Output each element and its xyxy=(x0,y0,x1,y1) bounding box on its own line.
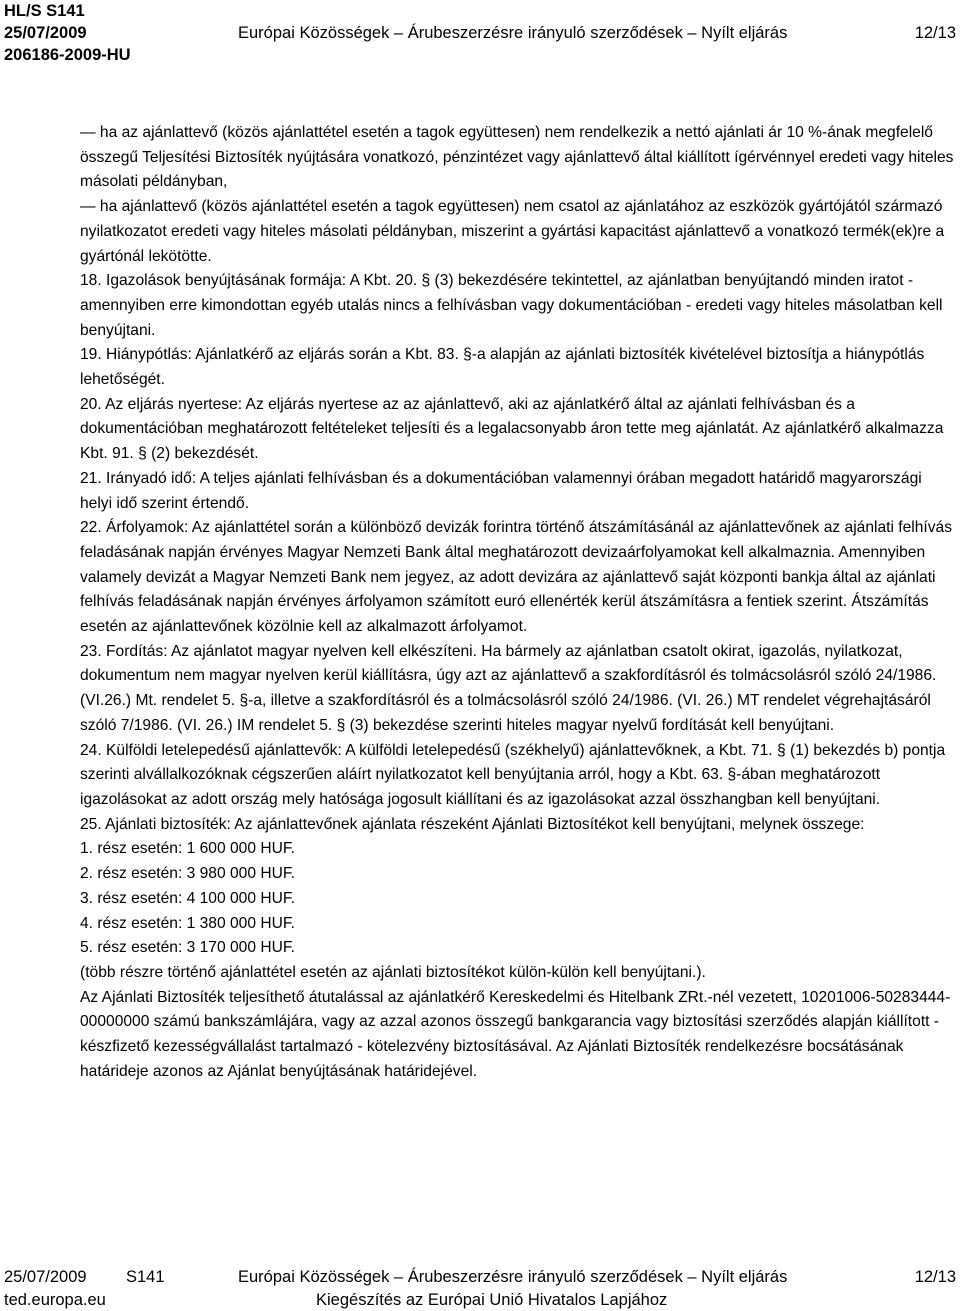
paragraph: Az Ajánlati Biztosíték teljesíthető átutalással az ajánlatkérő Kereskedelmi és Hitelbank ZRt.-nél vezetett, 10201006-50283444-00000000 számú bankszámlájára, vagy az azzal azonos összegű bankgarancia vagy biztosítási szerződés alapján kiállított - készfizető kezességvállalást tartalmazó - kötelezvény biztosításával. Az Ajánlati Biztosíték rendelkezésre bocsátásának határideje azonos az Ajánlat benyújtásának határidejével. xyxy=(80,988,951,1080)
paragraph: — ha az ajánlattevő (közös ajánlattétel esetén a tagok együttesen) nem rendelkezik a nettó ajánlati ár 10 %-ának megfelelő összegű Teljesítési Biztosíték nyújtására vonatkozó, pénzintézet vagy ajánlattevő által kiállított ígérvénnyel eredeti vagy hiteles másolati példányban, xyxy=(80,124,954,191)
header-doc-id: 206186-2009-HU xyxy=(4,46,131,64)
footer-date: 25/07/2009 xyxy=(4,1268,87,1286)
paragraph: 22. Árfolyamok: Az ajánlattétel során a különböző devizák forintra történő átszámításánál az ajánlattevőnek az ajánlati felhívás feladásának napján érvényes Magyar Nemzeti Bank által meghatározott devizaárfolyamokat kell alkalmaznia. Amennyiben valamely devizát a Magyar Nemzeti Bank nem jegyez, az adott devizára az ajánlattevő saját központi bankja által az ajánlati felhívás feladásának napján érvényes árfolyamon számított euró ellenérték kerül átszámításra a fentiek szerint. Átszámítás esetén az ajánlattevőnek közölnie kell az alkalmazott árfolyamot. xyxy=(80,519,953,636)
footer-site-link[interactable]: ted.europa.eu xyxy=(4,1291,106,1309)
paragraph: 18. Igazolások benyújtásának formája: A Kbt. 20. § (3) bekezdésére tekintettel, az ajánlatban benyújtandó minden iratot - amennyiben erre kimondottan egyéb utalás nincs a felhívásban vagy dokumentációban - eredeti vagy hiteles másolatban kell benyújtani. xyxy=(80,272,943,339)
list-item: 3. rész esetén: 4 100 000 HUF. xyxy=(80,889,295,907)
paragraph: 24. Külföldi letelepedésű ajánlattevők: A külföldi letelepedésű (székhelyű) ajánlattevőknek, a Kbt. 71. § (1) bekezdés b) pontja szerinti alvállalkozóknak cégszerűen aláírt nyilatkozatot kell benyújtania arról, hogy a Kbt. 63. §-ában meghatározott igazolásokat az adott ország mely hatósága jogosult kiállítani és az igazolásokat azzal összhangban kell benyújtani. xyxy=(80,741,946,808)
paragraph: (több részre történő ajánlattétel esetén az ajánlati biztosítékot külön-külön kell benyújtani.). xyxy=(80,963,706,981)
paragraph: 20. Az eljárás nyertese: Az eljárás nyertese az az ajánlattevő, aki az ajánlatkérő által az ajánlati felhívásban és a dokumentációban meghatározott feltételeket teljesíti és a legalacsonyabb áron tette meg ajánlatát. Az ajánlatkérő alkalmazza Kbt. 91. § (2) bekezdését. xyxy=(80,395,944,463)
list-item: 5. rész esetén: 3 170 000 HUF. xyxy=(80,939,295,957)
footer-publisher: Kiegészítés az Európai Unió Hivatalos Lapjához xyxy=(316,1291,668,1309)
paragraph: 23. Fordítás: Az ajánlatot magyar nyelven kell elkészíteni. Ha bármely az ajánlatban csatolt okirat, igazolás, nyilatkozat, dokumentum nem magyar nyelven kerül kiállításra, úgy azt az ajánlattevő a szakfordításról és tolmácsolásról szóló 24/1986. (VI.26.) Mt. rendelet 5. §-a, illetve a szakfordításról és a tolmácsolásról szóló 24/1986. (VI. 26.) MT rendelet végrehajtásáról szóló 7/1986. (VI. 26.) IM rendelet 5. § (3) bekezdése szerinti hiteles magyar nyelvű fordítását kell benyújtani. xyxy=(80,642,937,734)
header-title: Európai Közösségek – Árubeszerzésre irányuló szerződések – Nyílt eljárás xyxy=(238,24,788,42)
document-body xyxy=(80,121,956,1084)
paragraph: 25. Ajánlati biztosíték: Az ajánlattevőnek ajánlata részeként Ajánlati Biztosítékot kell benyújtani, melynek összege: xyxy=(80,815,865,833)
header-page-number: 12/13 xyxy=(914,24,956,42)
header-code: HL/S S141 xyxy=(4,2,85,20)
footer-page-number: 12/13 xyxy=(914,1268,956,1286)
header-date: 25/07/2009 xyxy=(4,24,87,42)
footer-title: Európai Közösségek – Árubeszerzésre irányuló szerződések – Nyílt eljárás xyxy=(238,1268,788,1286)
paragraph: 19. Hiánypótlás: Ajánlatkérő az eljárás során a Kbt. 83. §-a alapján az ajánlati biztosíték kivételével biztosítja a hiánypótlás lehetőségét. xyxy=(80,346,925,389)
list-item: 2. rész esetén: 3 980 000 HUF. xyxy=(80,865,295,883)
list-item: 1. rész esetén: 1 600 000 HUF. xyxy=(80,840,295,858)
paragraph: — ha ajánlattevő (közös ajánlattétel esetén a tagok együttesen) nem csatol az ajánlatához az eszközök gyártójától származó nyilatkozatot eredeti vagy hiteles másolati példányban, miszerint a gyártási kapacitást ajánlattevő a vonatkozó termék(ek)re a gyártónál lekötötte. xyxy=(80,198,945,265)
footer-code: S141 xyxy=(126,1268,165,1286)
list-item: 4. rész esetén: 1 380 000 HUF. xyxy=(80,914,295,932)
paragraph: 21. Irányadó idő: A teljes ajánlati felhívásban és a dokumentációban valamennyi órában megadott határidő magyarországi helyi idő szerint értendő. xyxy=(80,469,922,512)
